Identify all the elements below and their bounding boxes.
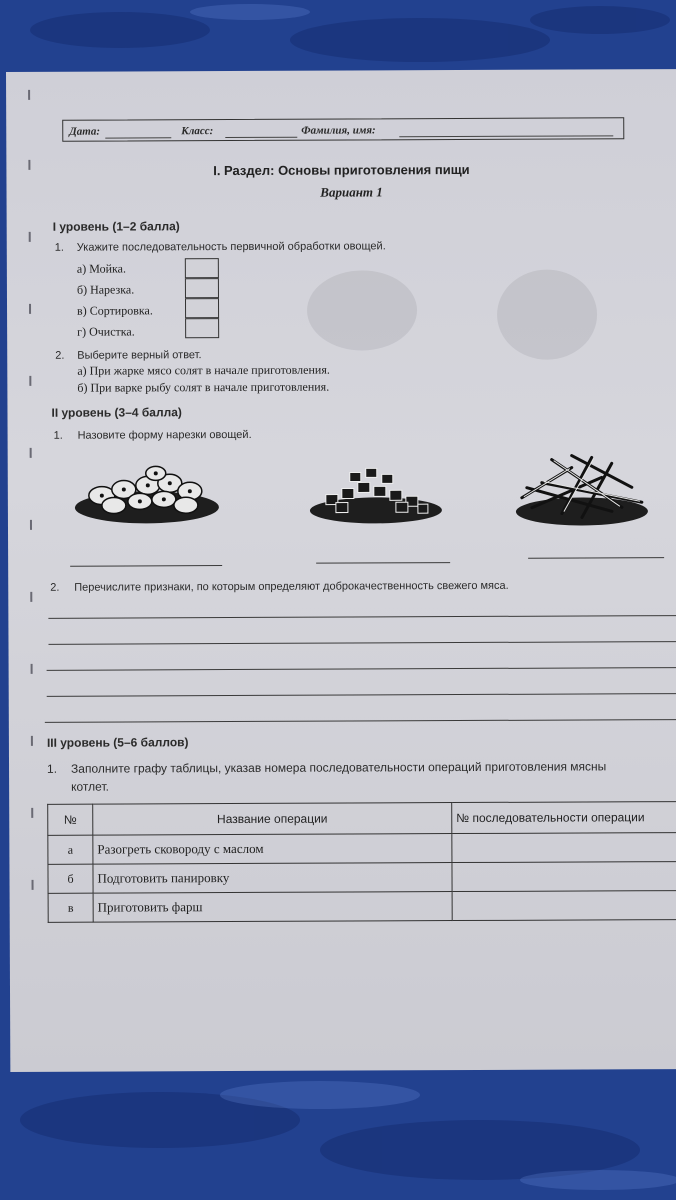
student-info-box	[62, 117, 624, 141]
margin-mark	[29, 232, 31, 242]
option-item: а) Мойка.	[76, 261, 126, 276]
option-item: а) При жарке мясо солят в начале приготовления.	[77, 362, 330, 378]
margin-mark	[30, 448, 32, 458]
row-letter: а	[48, 835, 93, 864]
margin-mark	[29, 376, 31, 386]
sequence-answer-cell[interactable]	[452, 862, 676, 892]
margin-mark	[32, 880, 34, 890]
section-title: I. Раздел: Основы приготовления пищи	[213, 161, 470, 179]
table-row	[48, 891, 676, 923]
option-item: г) Очистка.	[77, 324, 135, 339]
date-field[interactable]	[105, 137, 171, 138]
row-operation: Подготовить панировку	[93, 863, 452, 894]
operations-table	[47, 801, 676, 923]
worksheet-page	[6, 69, 676, 1072]
cube-dice-illustration	[306, 460, 446, 527]
header-operation-name: Название операции	[93, 803, 452, 836]
margin-mark	[30, 592, 32, 602]
class-field[interactable]	[225, 137, 297, 138]
header-sequence-number: № последовательности операции	[452, 802, 676, 834]
date-label: Дата:	[69, 125, 101, 138]
table-header-row	[48, 802, 676, 836]
level-2-heading: II уровень (3–4 балла)	[51, 405, 182, 420]
row-letter: б	[48, 864, 93, 893]
answer-line[interactable]	[528, 557, 664, 559]
question-number: 1.	[47, 761, 58, 776]
option-item: б) Нарезка.	[76, 282, 135, 297]
margin-mark	[31, 736, 33, 746]
margin-mark	[30, 520, 32, 530]
row-letter: в	[48, 893, 93, 922]
variant-title: Вариант 1	[320, 184, 383, 200]
answer-line[interactable]	[47, 667, 676, 671]
name-field[interactable]	[399, 135, 613, 137]
question-text: Укажите последовательность первичной обработки овощей.	[76, 240, 386, 254]
straw-strips-illustration	[512, 447, 652, 528]
question-number: 1.	[54, 241, 64, 254]
question-text: Перечислите признаки, по которым определяют доброкачественность свежего мяса.	[74, 579, 509, 594]
sequence-answer-cell[interactable]	[452, 891, 676, 921]
question-text-continued: котлет.	[71, 779, 109, 794]
show-through-shadow	[497, 269, 597, 359]
answer-box[interactable]	[185, 278, 219, 298]
round-slices-illustration	[72, 463, 222, 526]
class-label: Класс:	[181, 125, 214, 138]
show-through-shadow	[307, 270, 417, 350]
margin-mark	[31, 664, 33, 674]
table-row	[48, 862, 676, 894]
answer-line[interactable]	[48, 641, 676, 645]
answer-line[interactable]	[47, 693, 676, 697]
table-row	[48, 833, 676, 865]
option-item: б) При варке рыбу солят в начале приготовления.	[77, 379, 330, 395]
question-number: 2.	[50, 581, 60, 594]
row-operation: Разогреть сковороду с маслом	[93, 834, 452, 865]
question-text: Выберите верный ответ.	[77, 349, 202, 362]
margin-mark	[29, 304, 31, 314]
question-number: 2.	[55, 349, 65, 362]
answer-line[interactable]	[70, 565, 222, 567]
question-text: Назовите форму нарезки овощей.	[77, 428, 252, 442]
level-1-heading: I уровень (1–2 балла)	[52, 219, 180, 234]
answer-box[interactable]	[185, 258, 219, 278]
question-text: Заполните графу таблицы, указав номера последовательности операций приготовления мясны	[71, 759, 607, 776]
answer-line[interactable]	[45, 719, 676, 723]
row-operation: Приготовить фарш	[93, 892, 452, 923]
answer-box[interactable]	[185, 318, 219, 338]
answer-box[interactable]	[185, 298, 219, 318]
margin-mark	[28, 90, 30, 100]
question-number: 1.	[53, 429, 63, 442]
answer-line[interactable]	[48, 615, 676, 619]
margin-mark	[31, 808, 33, 818]
level-3-heading: III уровень (5–6 баллов)	[46, 735, 189, 750]
header-number: №	[48, 804, 93, 835]
name-label: Фамилия, имя:	[301, 124, 376, 137]
sequence-answer-cell[interactable]	[452, 833, 676, 863]
answer-line[interactable]	[316, 562, 450, 564]
option-item: в) Сортировка.	[77, 303, 153, 318]
